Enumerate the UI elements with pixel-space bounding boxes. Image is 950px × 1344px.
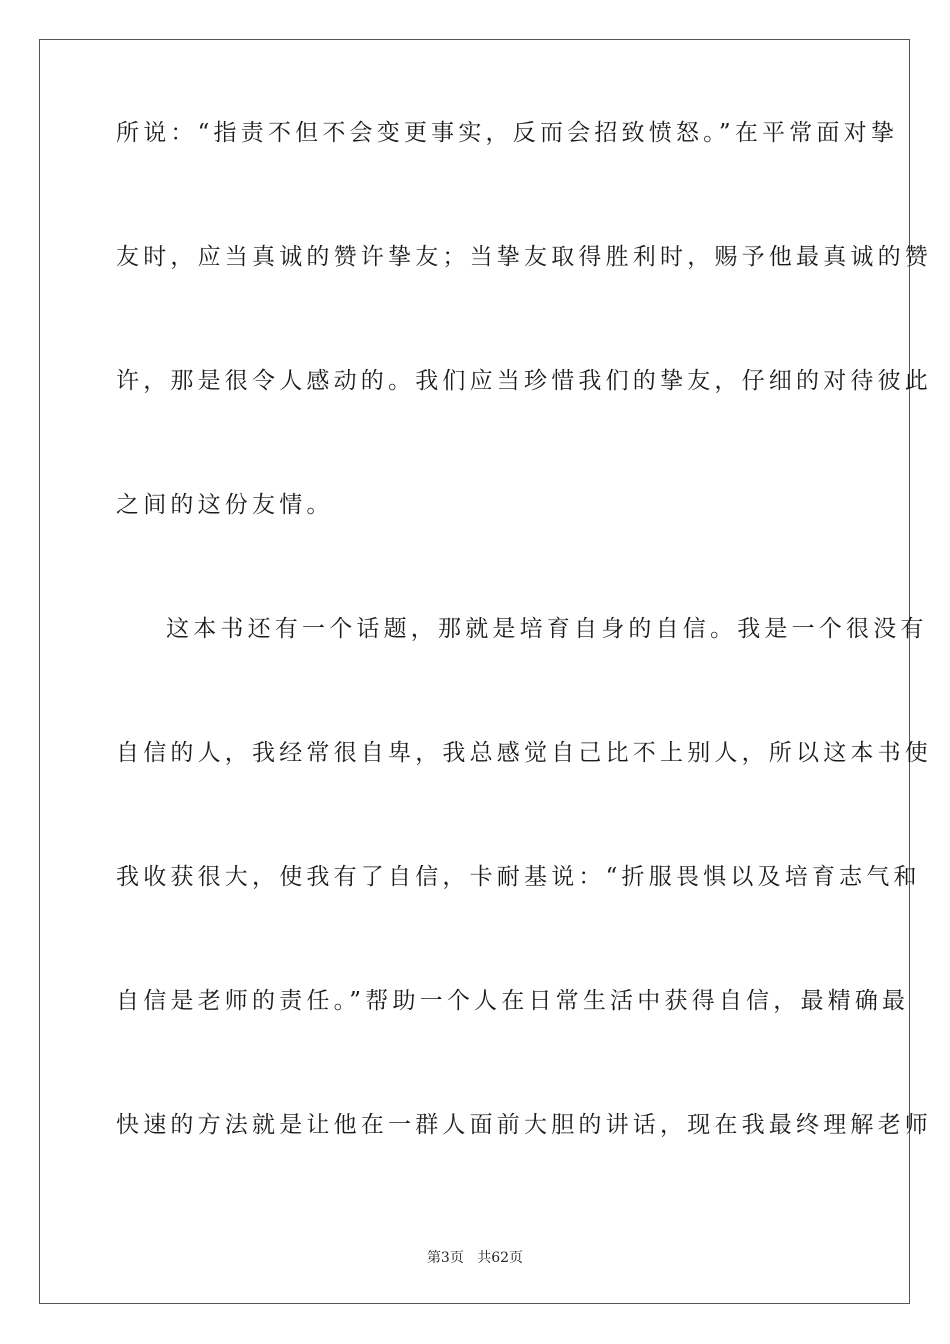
text-line: 快速的方法就是让他在一群人面前大胆的讲话，现在我最终理解老师 bbox=[116, 1112, 932, 1138]
text-line: 自信的人，我经常很自卑，我总感觉自己比不上别人，所以这本书使 bbox=[116, 740, 932, 766]
text-line-paragraph-start: 这本书还有一个话题，那就是培育自身的自信。我是一个很没有 bbox=[166, 616, 928, 642]
page-number: 第3页 bbox=[426, 1250, 464, 1266]
page-footer bbox=[0, 1247, 950, 1267]
text-line: 之间的这份友情。 bbox=[116, 492, 334, 518]
text-line: 友时，应当真诚的赞许挚友；当挚友取得胜利时，赐予他最真诚的赞 bbox=[116, 244, 932, 270]
page-total: 共62页 bbox=[477, 1250, 524, 1266]
text-line: 许，那是很令人感动的。我们应当珍惜我们的挚友，仔细的对待彼此 bbox=[116, 368, 932, 394]
text-line: 自信是老师的责任。”帮助一个人在日常生活中获得自信，最精确最 bbox=[116, 988, 910, 1014]
text-line: 所说：“指责不但不会变更事实，反而会招致愤怒。”在平常面对挚 bbox=[116, 120, 899, 146]
document-body bbox=[116, 118, 932, 1141]
text-line: 我收获很大，使我有了自信，卡耐基说：“折服畏惧以及培育志气和 bbox=[116, 864, 921, 890]
